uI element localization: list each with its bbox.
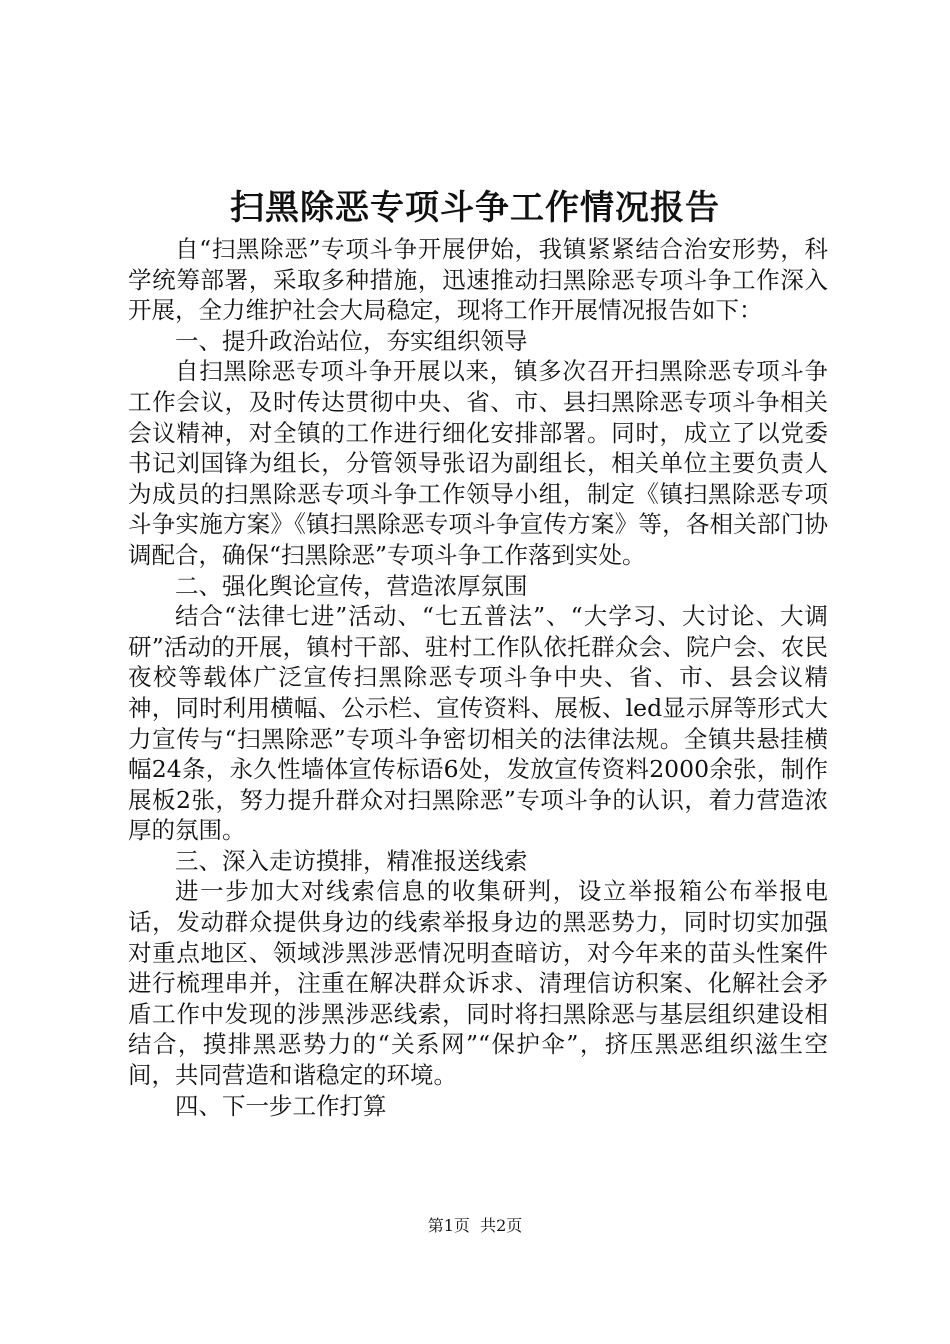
document-title: 扫黑除恶专项斗争工作情况报告 xyxy=(230,188,720,228)
section-heading-2: 二、强化舆论宣传，营造浓厚氛围 xyxy=(175,571,528,600)
section-paragraph-2: 结合“法律七进”活动、“七五普法”、“大学习、大讨论、大调研”活动的开展，镇村干部、驻村工作队依托群众会、院户会、农民夜校等载体广泛宣传扫黑除恶专项斗争中央、省、市、县会议精神，同时利用横幅、公示栏、宣传资料、展板、led显示屏等形式大力宣传与“扫黑除恶”专项斗争密切相关的法律法规。全镇共悬挂横幅24条，永久性墙体宣传标语6处，发放宣传资料2000余张，制作展板2张，努力提升群众对扫黑除恶”专项斗争的认识，着力营造浓厚的氛围。 xyxy=(128,602,828,845)
section-heading-3: 三、深入走访摸排，精准报送线索 xyxy=(175,846,528,875)
section-heading-4: 四、下一步工作打算 xyxy=(175,1091,387,1120)
page-footer xyxy=(0,1216,950,1236)
section-paragraph-3: 进一步加大对线索信息的收集研判，设立举报箱公布举报电话，发动群众提供身边的线索举报身边的黑恶势力，同时切实加强对重点地区、领域涉黑涉恶情况明查暗访，对今年来的苗头性案件进行梳理串并，注重在解决群众诉求、清理信访积案、化解社会矛盾工作中发现的涉黑涉恶线索，同时将扫黑除恶与基层组织建设相结合，摸排黑恶势力的“关系网”“保护伞”，挤压黑恶组织滋生空间，共同营造和谐稳定的环境。 xyxy=(128,877,828,1090)
intro-paragraph: 自“扫黑除恶”专项斗争开展伊始，我镇紧紧结合治安形势，科学统筹部署，采取多种措施，迅速推动扫黑除恶专项斗争工作深入开展，全力维护社会大局稳定，现将工作开展情况报告如下： xyxy=(128,235,828,325)
section-heading-1: 一、提升政治站位，夯实组织领导 xyxy=(175,326,528,355)
document-body xyxy=(128,234,828,1121)
footer-separator xyxy=(470,1216,480,1235)
page-number: 第1页 xyxy=(427,1216,470,1235)
section-paragraph-1: 自扫黑除恶专项斗争开展以来，镇多次召开扫黑除恶专项斗争工作会议，及时传达贯彻中央、省、市、县扫黑除恶专项斗争相关会议精神，对全镇的工作进行细化安排部署。同时，成立了以党委书记刘国锋为组长，分管领导张诏为副组长，相关单位主要负责人为成员的扫黑除恶专项斗争工作领导小组，制定《镇扫黑除恶专项斗争实施方案》《镇扫黑除恶专项斗争宣传方案》等，各相关部门协调配合，确保“扫黑除恶”专项斗争工作落到实处。 xyxy=(128,357,828,569)
page-count: 共2页 xyxy=(480,1216,523,1235)
